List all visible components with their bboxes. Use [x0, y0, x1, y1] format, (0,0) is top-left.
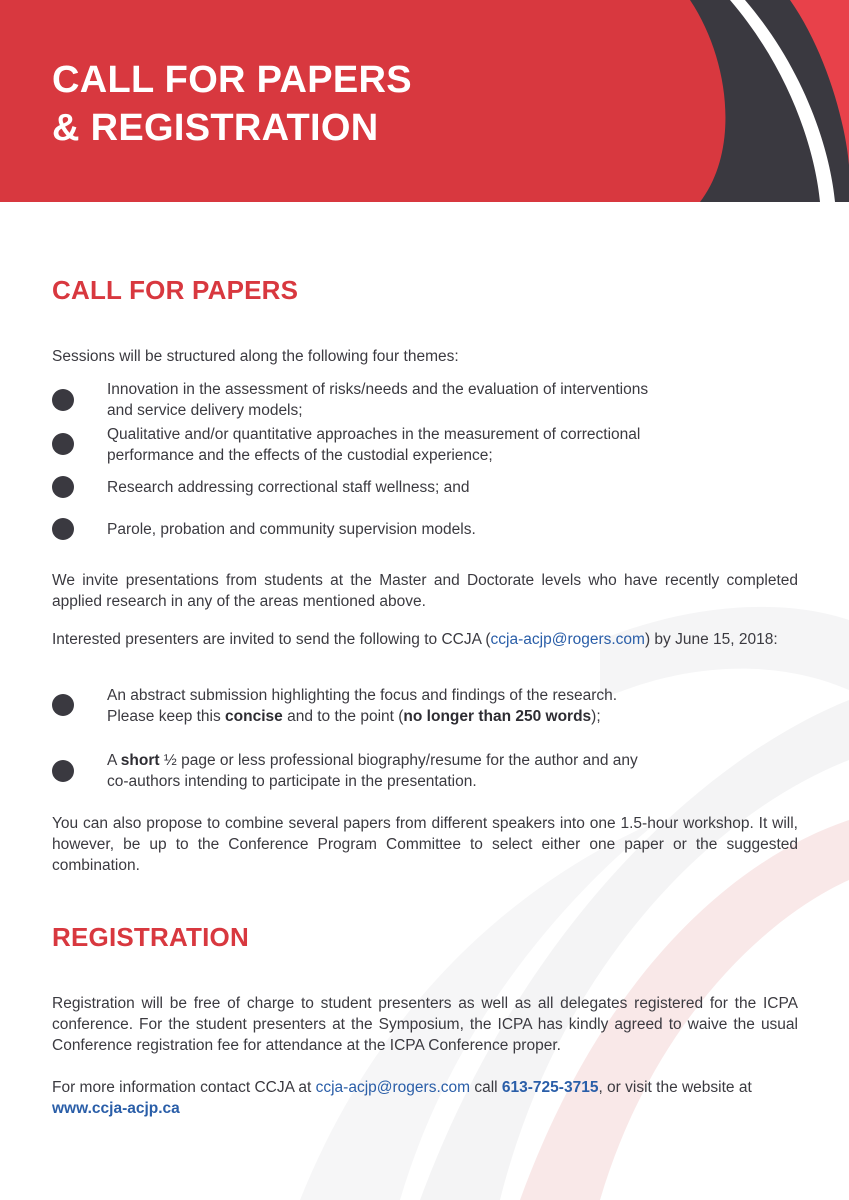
bullet-icon	[52, 694, 74, 716]
title-line-1: CALL FOR PAPERS	[52, 59, 412, 101]
website-link[interactable]: www.ccja-acjp.ca	[52, 1100, 180, 1117]
requirement-line	[107, 706, 777, 727]
text-span: , or visit the website at	[598, 1079, 752, 1096]
bold-text: concise	[225, 708, 283, 725]
themes-intro: Sessions will be structured along the following four themes:	[52, 348, 459, 365]
call-for-papers-heading: CALL FOR PAPERS	[52, 275, 299, 305]
bullet-icon	[52, 518, 74, 540]
text-span: For more information contact CCJA at	[52, 1079, 316, 1096]
theme-item-line: Research addressing correctional staff wellness; and	[107, 479, 470, 496]
requirement-line: co-authors intending to participate in the presentation.	[107, 773, 477, 790]
bold-text: short	[120, 752, 160, 769]
text-span: ½ page or less professional biography/resume for the author and any	[159, 752, 638, 769]
theme-item-line: and service delivery models;	[107, 402, 303, 419]
theme-item-line: Qualitative and/or quantitative approaches in the measurement of correctional	[107, 426, 641, 443]
combine-paragraph: You can also propose to combine several papers from different speakers into one 1.5-hour workshop. It will, however, be up to the Conference Program Committee to select either one paper or the suggested combination.	[52, 815, 798, 874]
theme-item	[107, 379, 727, 421]
send-text-pre: Interested presenters are invited to send the following to CCJA (	[52, 631, 491, 648]
bold-text: no longer than 250 words	[403, 708, 592, 725]
text-span: Please keep this	[107, 708, 226, 725]
theme-item-line: Innovation in the assessment of risks/needs and the evaluation of interventions	[107, 381, 649, 398]
invite-paragraph: We invite presentations from students at the Master and Doctorate levels who have recently completed applied research in any of the areas mentioned above.	[52, 572, 798, 610]
contact-phone[interactable]: 613-725-3715	[501, 1079, 599, 1096]
requirement-line: An abstract submission highlighting the focus and findings of the research.	[107, 687, 618, 704]
send-instructions	[52, 629, 798, 650]
contact-email-link[interactable]: ccja-acjp@rogers.com	[315, 1079, 471, 1096]
text-span: and to the point (	[282, 708, 404, 725]
theme-item	[107, 477, 727, 498]
send-email-link[interactable]: ccja-acjp@rogers.com	[490, 631, 645, 648]
text-span: );	[591, 708, 601, 725]
registration-paragraph: Registration will be free of charge to student presenters as well as all delegates registered for the ICPA conference. For the student presenters at the Symposium, the ICPA has kindly agreed to waive the usual Conference registration fee for attendance at the ICPA Conference proper.	[52, 995, 798, 1054]
requirement-line	[107, 750, 777, 771]
header-banner	[0, 0, 849, 202]
theme-item	[107, 424, 727, 466]
contact-paragraph	[52, 1077, 798, 1119]
requirement-item	[107, 750, 777, 792]
theme-item-line: Parole, probation and community supervision models.	[107, 521, 476, 538]
bullet-icon	[52, 476, 74, 498]
requirement-item	[107, 685, 777, 727]
text-span: A	[107, 752, 121, 769]
theme-item-line: performance and the effects of the custodial experience;	[107, 447, 493, 464]
bullet-icon	[52, 433, 74, 455]
bullet-icon	[52, 389, 74, 411]
title-line-2: & REGISTRATION	[52, 107, 379, 149]
send-text-post: ) by June 15, 2018:	[644, 631, 778, 648]
theme-item	[107, 519, 727, 540]
registration-heading: REGISTRATION	[52, 922, 249, 952]
page-title	[52, 56, 412, 152]
bullet-icon	[52, 760, 74, 782]
text-span: call	[470, 1079, 502, 1096]
